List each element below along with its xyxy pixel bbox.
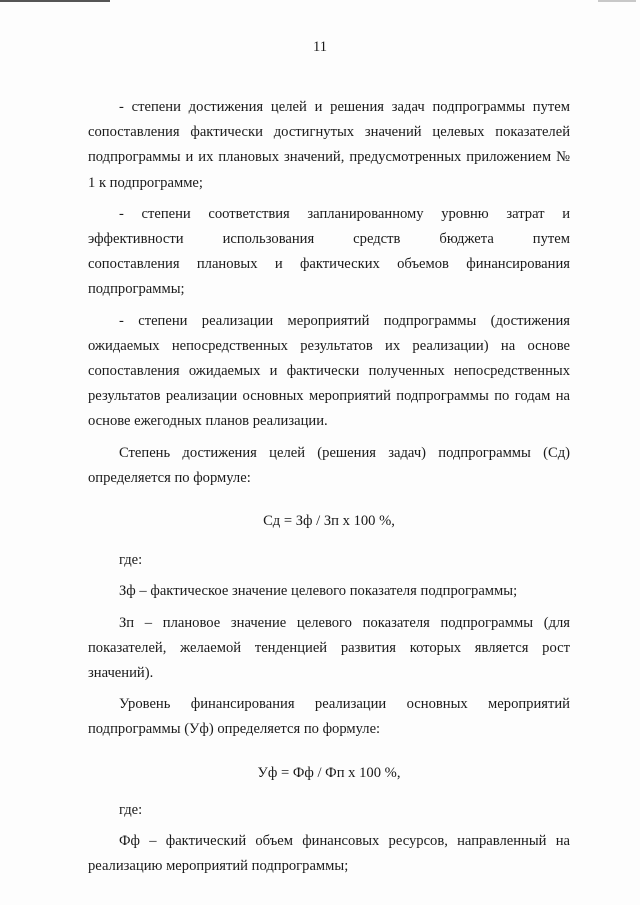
definition-ff: Фф – фактический объем финансовых ресурсов, направленный на реализацию мероприятий подпрограммы; <box>88 833 570 875</box>
top-right-scan-line <box>598 0 636 2</box>
top-left-scan-line <box>0 0 110 2</box>
definition-zf: Зф – фактическое значение целевого показателя подпрограммы; <box>119 583 518 600</box>
formula-sd: Сд = Зф / Зп х 100 %, <box>263 513 395 530</box>
document-body <box>88 95 570 885</box>
page-number: 11 <box>313 39 327 55</box>
paragraph-goal-degree-definition: Степень достижения целей (решения задач) подпрограммы (Сд) определяется по формуле: <box>88 444 570 486</box>
paragraph-financing-level-definition: Уровень финансирования реализации основных мероприятий подпрограммы (Уф) определяется по формуле: <box>88 696 570 738</box>
formula-uf: Уф = Фф / Фп х 100 %, <box>257 764 401 781</box>
paragraph-goal-achievement: - степени достижения целей и решения задач подпрограммы путем сопоставления фактически достигнутых значений целевых показателей подпрограммы и их плановых значений, предусмотренных приложением № 1 к подпрограмме; <box>88 99 570 191</box>
where-label-1: где: <box>119 552 143 569</box>
where-label-2: где: <box>119 801 143 818</box>
definition-zp: Зп – плановое значение целевого показателя подпрограммы (для показателей, желаемой тенденцией развития которых является рост значений). <box>88 614 570 682</box>
paragraph-activities-implementation: - степени реализации мероприятий подпрограммы (достижения ожидаемых непосредственных результатов их реализации) на основе сопоставления ожидаемых и фактически полученных непосредственных результатов реализации основных мероприятий подпрограммы по годам на основе ежегодных планов реализации. <box>88 312 570 430</box>
paragraph-cost-compliance: - степени соответствия запланированному уровню затрат и эффективности использования средств бюджета путем сопоставления плановых и фактических объемов финансирования подпрограммы; <box>88 205 570 298</box>
